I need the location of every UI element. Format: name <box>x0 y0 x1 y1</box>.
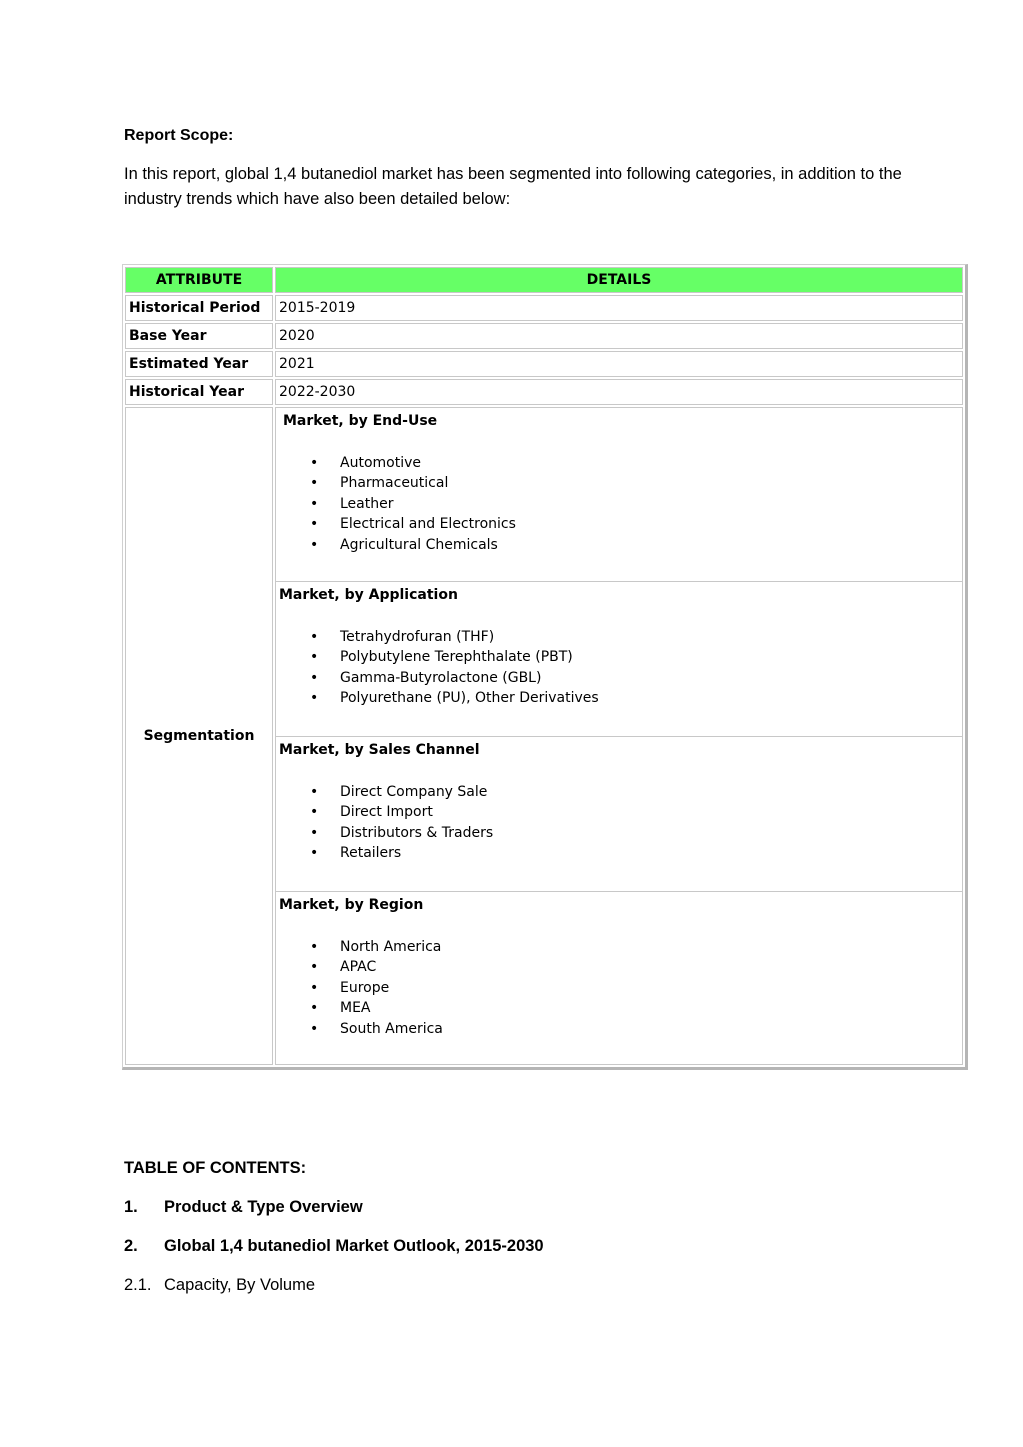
details-cell: 2022-2030 <box>275 379 963 405</box>
toc-item-text: Product & Type Overview <box>164 1198 363 1216</box>
attribute-cell: Estimated Year <box>125 351 273 377</box>
list-item <box>279 937 959 957</box>
segmentation-row <box>125 407 963 1065</box>
header-details: DETAILS <box>275 267 963 293</box>
attribute-cell: Historical Period <box>125 295 273 321</box>
table-row <box>125 295 963 321</box>
toc-title: TABLE OF CONTENTS: <box>124 1159 307 1177</box>
scope-table <box>123 265 965 1067</box>
bullet-icon: • <box>310 455 319 471</box>
segment-block <box>276 582 962 737</box>
list-item-text: Pharmaceutical <box>340 475 449 492</box>
list-item-text: Europe <box>340 979 390 996</box>
list-item-text: Gamma-Butyrolactone (GBL) <box>340 669 542 686</box>
segment-list <box>279 782 959 864</box>
bullet-icon: • <box>310 629 319 645</box>
list-item-text: North America <box>340 939 442 955</box>
list-item <box>279 668 959 688</box>
list-item <box>283 494 959 514</box>
list-item <box>279 647 959 667</box>
bullet-icon: • <box>310 804 319 821</box>
list-item <box>279 802 959 822</box>
list-item-text: Polyurethane (PU), Other Derivatives <box>340 690 599 707</box>
list-item <box>283 453 959 473</box>
table-row <box>125 323 963 349</box>
list-item <box>279 782 959 802</box>
list-item <box>283 514 959 534</box>
segment-title: Market, by Application <box>279 587 458 603</box>
segment-block <box>276 892 962 1064</box>
list-item-text: MEA <box>340 1000 371 1017</box>
bullet-icon: • <box>310 959 319 976</box>
attribute-cell: Base Year <box>125 323 273 349</box>
list-item-text: Tetrahydrofuran (THF) <box>340 629 495 645</box>
toc-item-text: Global 1,4 butanediol Market Outlook, 2015-2030 <box>164 1237 544 1255</box>
bullet-icon: • <box>310 516 319 533</box>
segment-title: Market, by Sales Channel <box>279 742 480 758</box>
segment-list <box>283 453 959 555</box>
bullet-icon: • <box>310 939 319 955</box>
bullet-icon: • <box>310 536 319 553</box>
bullet-icon: • <box>310 669 319 686</box>
bullet-icon: • <box>310 1000 319 1017</box>
bullet-icon: • <box>310 475 319 492</box>
toc-item-number: 2.1. <box>124 1276 152 1294</box>
details-cell: 2020 <box>275 323 963 349</box>
segment-list <box>279 627 959 709</box>
bullet-icon: • <box>310 1020 319 1037</box>
toc-item <box>124 1198 363 1217</box>
table-row <box>125 379 963 405</box>
list-item <box>279 957 959 977</box>
list-item-text: Direct Company Sale <box>340 784 488 800</box>
toc-item-number: 2. <box>124 1237 138 1255</box>
segment-block <box>276 737 962 892</box>
list-item-text: Agricultural Chemicals <box>340 536 498 553</box>
bullet-icon: • <box>310 690 319 707</box>
toc-item-text: Capacity, By Volume <box>164 1276 316 1294</box>
toc-item-number: 1. <box>124 1198 138 1216</box>
scope-table-frame <box>122 264 968 1070</box>
details-cell: 2021 <box>275 351 963 377</box>
report-scope-title: Report Scope: <box>124 127 234 144</box>
list-item <box>279 978 959 998</box>
segment-block <box>276 408 962 582</box>
bullet-icon: • <box>310 845 319 862</box>
bullet-icon: • <box>310 649 319 666</box>
list-item-text: Automotive <box>340 455 421 471</box>
segment-list-container <box>276 408 962 1064</box>
segment-title: Market, by Region <box>279 897 424 913</box>
list-item-text: Retailers <box>340 845 402 862</box>
list-item-text: South America <box>340 1020 443 1037</box>
toc-item <box>124 1237 544 1256</box>
list-item-text: Electrical and Electronics <box>340 516 516 533</box>
report-scope-intro: In this report, global 1,4 butanediol market has been segmented into following categories, in addition to the industry trends which have also been detailed below: <box>124 165 902 208</box>
bullet-icon: • <box>310 495 319 512</box>
list-item <box>279 823 959 843</box>
bullet-icon: • <box>310 784 319 800</box>
toc-item <box>124 1276 315 1295</box>
list-item <box>283 473 959 493</box>
segmentation-label: Segmentation <box>125 407 273 1065</box>
header-attribute: ATTRIBUTE <box>125 267 273 293</box>
list-item-text: Leather <box>340 495 394 512</box>
bullet-icon: • <box>310 824 319 841</box>
list-item-text: APAC <box>340 959 377 976</box>
list-item-text: Polybutylene Terephthalate (PBT) <box>340 649 573 666</box>
list-item <box>279 843 959 863</box>
list-item <box>283 535 959 555</box>
bullet-icon: • <box>310 979 319 996</box>
segment-list <box>279 937 959 1039</box>
segmentation-details <box>275 407 963 1065</box>
list-item <box>279 1019 959 1039</box>
list-item-text: Distributors & Traders <box>340 824 494 841</box>
segment-title: Market, by End-Use <box>283 413 438 429</box>
list-item <box>279 998 959 1018</box>
list-item-text: Direct Import <box>340 804 433 821</box>
details-cell: 2015-2019 <box>275 295 963 321</box>
list-item <box>279 688 959 708</box>
table-header-row <box>125 267 963 293</box>
list-item <box>279 627 959 647</box>
table-row <box>125 351 963 377</box>
attribute-cell: Historical Year <box>125 379 273 405</box>
